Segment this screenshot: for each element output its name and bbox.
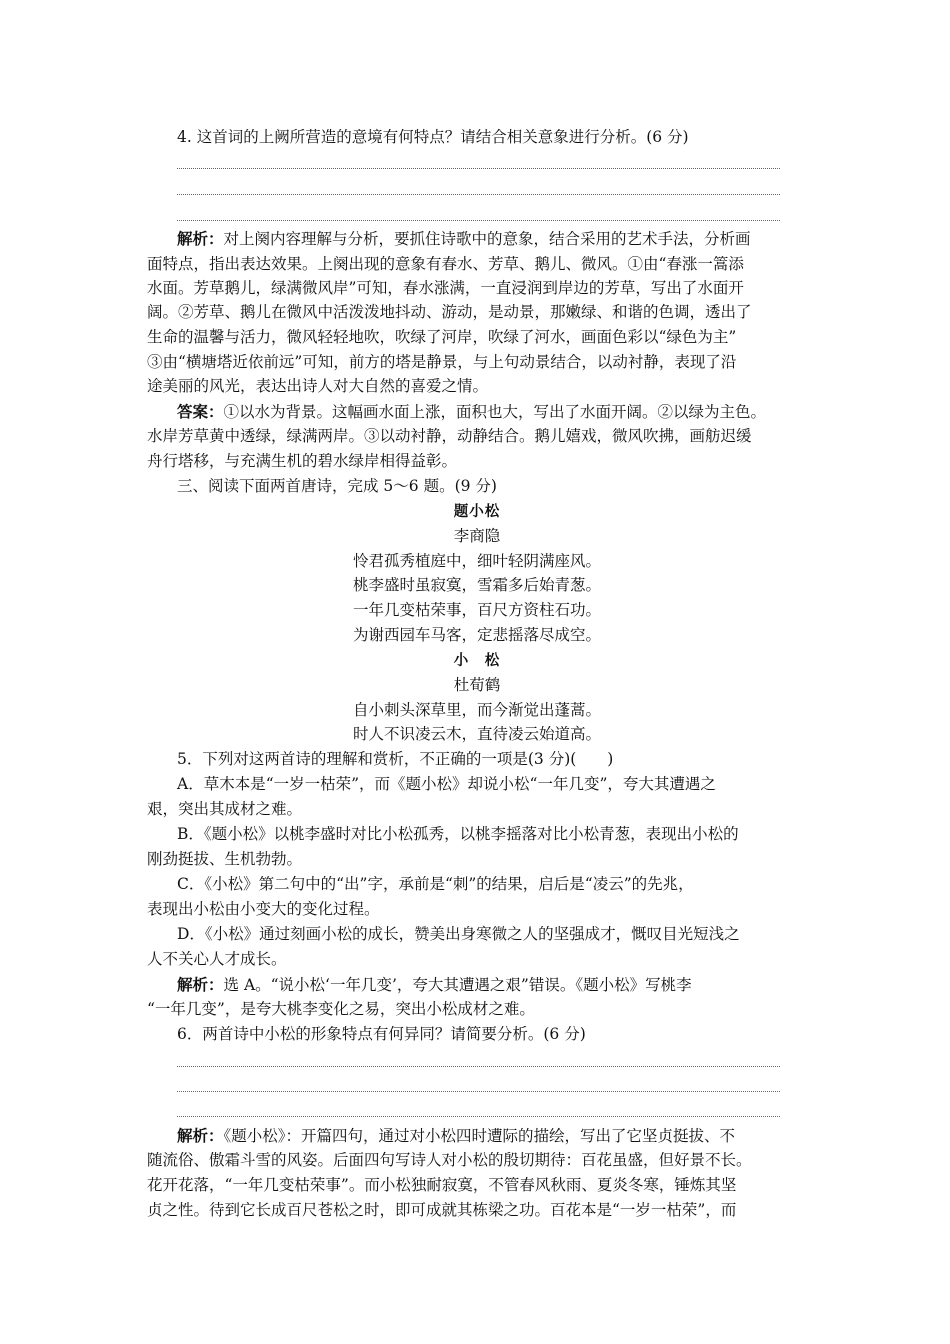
q4-answer-first-line: 答案：①以水为背景。这幅画水面上涨，面积也大，写出了水面开阔。②以绿为主色。	[177, 402, 767, 421]
q5-option-a: A．草木本是“一岁一枯荣”，而《题小松》却说小松“一年几变”，夸大其遭遇之	[177, 775, 716, 793]
poem1-line: 怜君孤秀植庭中，细叶轻阴满座风。	[352, 552, 601, 570]
q5-option-c: C．《小松》第二句中的“出”字，承前是“刺”的结果，启后是“凌云”的先兆，	[177, 875, 694, 893]
q4-answer-line: 水岸芳草黄中透绿，绿满两岸。③以动衬静，动静结合。鹅儿嬉戏，微风吹拂，画舫迟缓	[147, 427, 752, 445]
q4-analysis-line: 阔。②芳草、鹅儿在微风中活泼泼地抖动、游动，是动景，那嫩绿、和谐的色调，透出了	[147, 303, 752, 321]
answer-line	[177, 194, 780, 195]
poem1-line: 桃李盛时虽寂寞，雪霜多后始青葱。	[352, 576, 601, 594]
q5-option-b: B．《题小松》以桃李盛时对比小松孤秀，以桃李摇落对比小松青葱，表现出小松的	[177, 825, 739, 843]
q5-option-d-cont: 人不关心人才成长。	[147, 950, 287, 968]
analysis-label: 解析：	[177, 975, 224, 994]
q4-question: 4. 这首词的上阙所营造的意境有何特点？请结合相关意象进行分析。(6 分)	[177, 128, 689, 146]
q5-analysis-line: “一年几变”，是夸大桃李变化之易，突出小松成材之难。	[147, 1000, 535, 1018]
poem2-author: 杜荀鹤	[453, 676, 501, 694]
poem2-title: 小 松	[453, 652, 501, 669]
poem1-line: 一年几变枯荣事，百尺方资柱石功。	[352, 601, 601, 619]
section-heading: 三、阅读下面两首唐诗，完成 5～6 题。(9 分)	[177, 477, 497, 495]
answer-line	[177, 220, 780, 221]
q5-option-d: D．《小松》通过刻画小松的成长，赞美出身寒微之人的坚强成才，慨叹目光短浅之	[177, 925, 740, 943]
poem2-line: 时人不识凌云木，直待凌云始道高。	[352, 725, 601, 743]
q6-analysis-line: 贞之性。待到它长成百尺苍松之时，即可成就其栋梁之功。百花本是“一岁一枯荣”，而	[147, 1201, 737, 1219]
q5-analysis-first-line: 解析：选 A。“说小松‘一年几变’，夸大其遭遇之艰”错误。《题小松》写桃李	[177, 975, 692, 994]
q6-analysis-line: 花开花落，“一年几变枯荣事”。而小松独耐寂寞，不管春风秋雨、夏炎冬寒，锤炼其坚	[147, 1176, 737, 1194]
answer-line	[177, 1116, 780, 1117]
q4-analysis-line: 生命的温馨与活力，微风轻轻地吹，吹绿了河岸，吹绿了河水，画面色彩以“绿色为主”	[147, 328, 737, 346]
q4-answer-line: 舟行塔移，与充满生机的碧水绿岸相得益彰。	[147, 452, 458, 470]
q6-analysis-first-line: 解析：《题小松》：开篇四句，通过对小松四时遭际的描绘，写出了它坚贞挺拔、不	[177, 1126, 736, 1145]
q5-option-b-cont: 刚劲挺拔、生机勃勃。	[147, 850, 303, 868]
q4-analysis-line: 水面。芳草鹅儿，绿满微风岸”可知，春水涨满，一直浸润到岸边的芳草，写出了水面开	[147, 279, 744, 297]
q4-analysis-line: 面特点，指出表达效果。上阕出现的意象有春水、芳草、鹅儿、微风。①由“春涨一篙添	[147, 255, 744, 273]
analysis-label: 解析：	[177, 229, 224, 248]
analysis-label: 解析：	[177, 1126, 224, 1145]
answer-line	[177, 168, 780, 169]
poem1-line: 为谢西园车马客，定悲摇落尽成空。	[352, 626, 601, 644]
q5-option-c-cont: 表现出小松由小变大的变化过程。	[147, 900, 380, 918]
q4-analysis-first-line: 解析：对上阕内容理解与分析，要抓住诗歌中的意象，结合采用的艺术手法，分析画	[177, 229, 751, 248]
poem1-author: 李商隐	[453, 527, 501, 545]
q6-analysis-line: 随流俗、傲霜斗雪的风姿。后面四句写诗人对小松的殷切期待：百花虽盛，但好景不长。	[147, 1151, 752, 1169]
q6-question: 6．两首诗中小松的形象特点有何异同？请简要分析。(6 分)	[177, 1025, 586, 1043]
q4-analysis-line: ③由“横塘塔近依前远”可知，前方的塔是静景，与上句动景结合，以动衬静，表现了沿	[147, 353, 737, 371]
answer-line	[177, 1091, 780, 1092]
answer-line	[177, 1066, 780, 1067]
q4-analysis-line: 途美丽的风光，表达出诗人对大自然的喜爱之情。	[147, 377, 489, 395]
poem1-title: 题小松	[453, 503, 501, 520]
answer-label: 答案：	[177, 402, 224, 421]
q5-question: 5．下列对这两首诗的理解和赏析，不正确的一项是(3 分)( )	[177, 750, 614, 768]
poem2-line: 自小刺头深草里，而今渐觉出蓬蒿。	[352, 701, 601, 719]
q5-option-a-cont: 艰，突出其成材之难。	[147, 800, 303, 818]
